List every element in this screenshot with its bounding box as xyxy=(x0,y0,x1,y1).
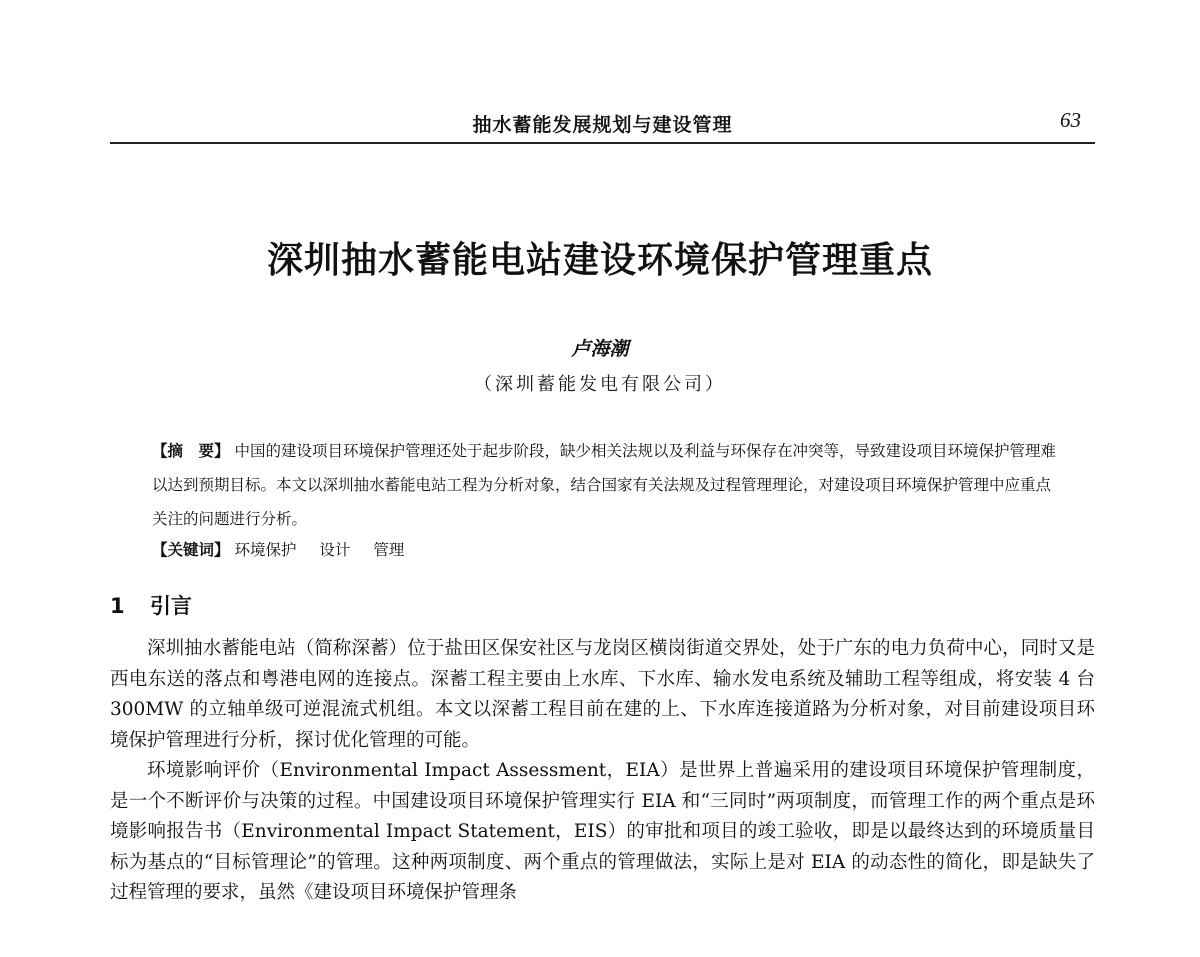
paragraph: 深圳抽水蓄能电站（简称深蓄）位于盐田区保安社区与龙岗区横岗街道交界处，处于广东的电力负荷中心，同时又是西电东送的落点和粤港电网的连接点。深蓄工程主要由上水库、下水库、输水发电系统及辅助工程等组成，将安装 4 台 300MW 的立轴单级可逆混流式机组。本文以深蓄工程目前在建的上、下水库连接道路为分析对象，对目前建设项目环境保护管理进行分析，探讨优化管理的可能。 xyxy=(110,638,1095,751)
page-number: 63 xyxy=(1060,108,1081,132)
section-title: 引言 xyxy=(149,594,192,618)
keyword: 设计 xyxy=(319,541,351,559)
author-name: 卢海潮 xyxy=(571,338,629,360)
section-number: 1 xyxy=(110,594,125,618)
keywords xyxy=(152,538,422,560)
running-header xyxy=(110,108,1095,144)
abstract xyxy=(152,434,1057,536)
body-text xyxy=(110,634,1095,909)
keyword: 管理 xyxy=(373,541,405,559)
keywords-label: 【关键词】 xyxy=(152,541,230,559)
keyword: 环境保护 xyxy=(234,541,297,559)
abstract-text: 中国的建设项目环境保护管理还处于起步阶段，缺少相关法规以及利益与环保存在冲突等，导致建设项目环境保护管理难以达到预期目标。本文以深圳抽水蓄能电站工程为分析对象，结合国家有关法规及过程管理理论，对建设项目环境保护管理中应重点关注的问题进行分析。 xyxy=(152,442,1056,528)
abstract-label: 【摘 要】 xyxy=(152,442,230,460)
journal-name: 抽水蓄能发展规划与建设管理 xyxy=(472,114,733,136)
paragraph: 环境影响评价（Environmental Impact Assessment，EIA）是世界上普遍采用的建设项目环境保护管理制度，是一个不断评价与决策的过程。中国建设项目环境保护管理实行 EIA 和“三同时”两项制度，而管理工作的两个重点是环境影响报告书（Environmental Impact Statement，EIS）的审批和项目的竣工验收，即是以最终达到的环境质量目标为基点的“目标管理论”的管理。这种两项制度、两个重点的管理做法，实际上是对 EIA 的动态性的简化，即是缺失了过程管理的要求，虽然《建设项目环境保护管理条 xyxy=(110,760,1095,903)
article-title: 深圳抽水蓄能电站建设环境保护管理重点 xyxy=(266,240,933,281)
author-affiliation: （深圳蓄能发电有限公司） xyxy=(474,374,726,395)
section-heading xyxy=(110,590,192,620)
